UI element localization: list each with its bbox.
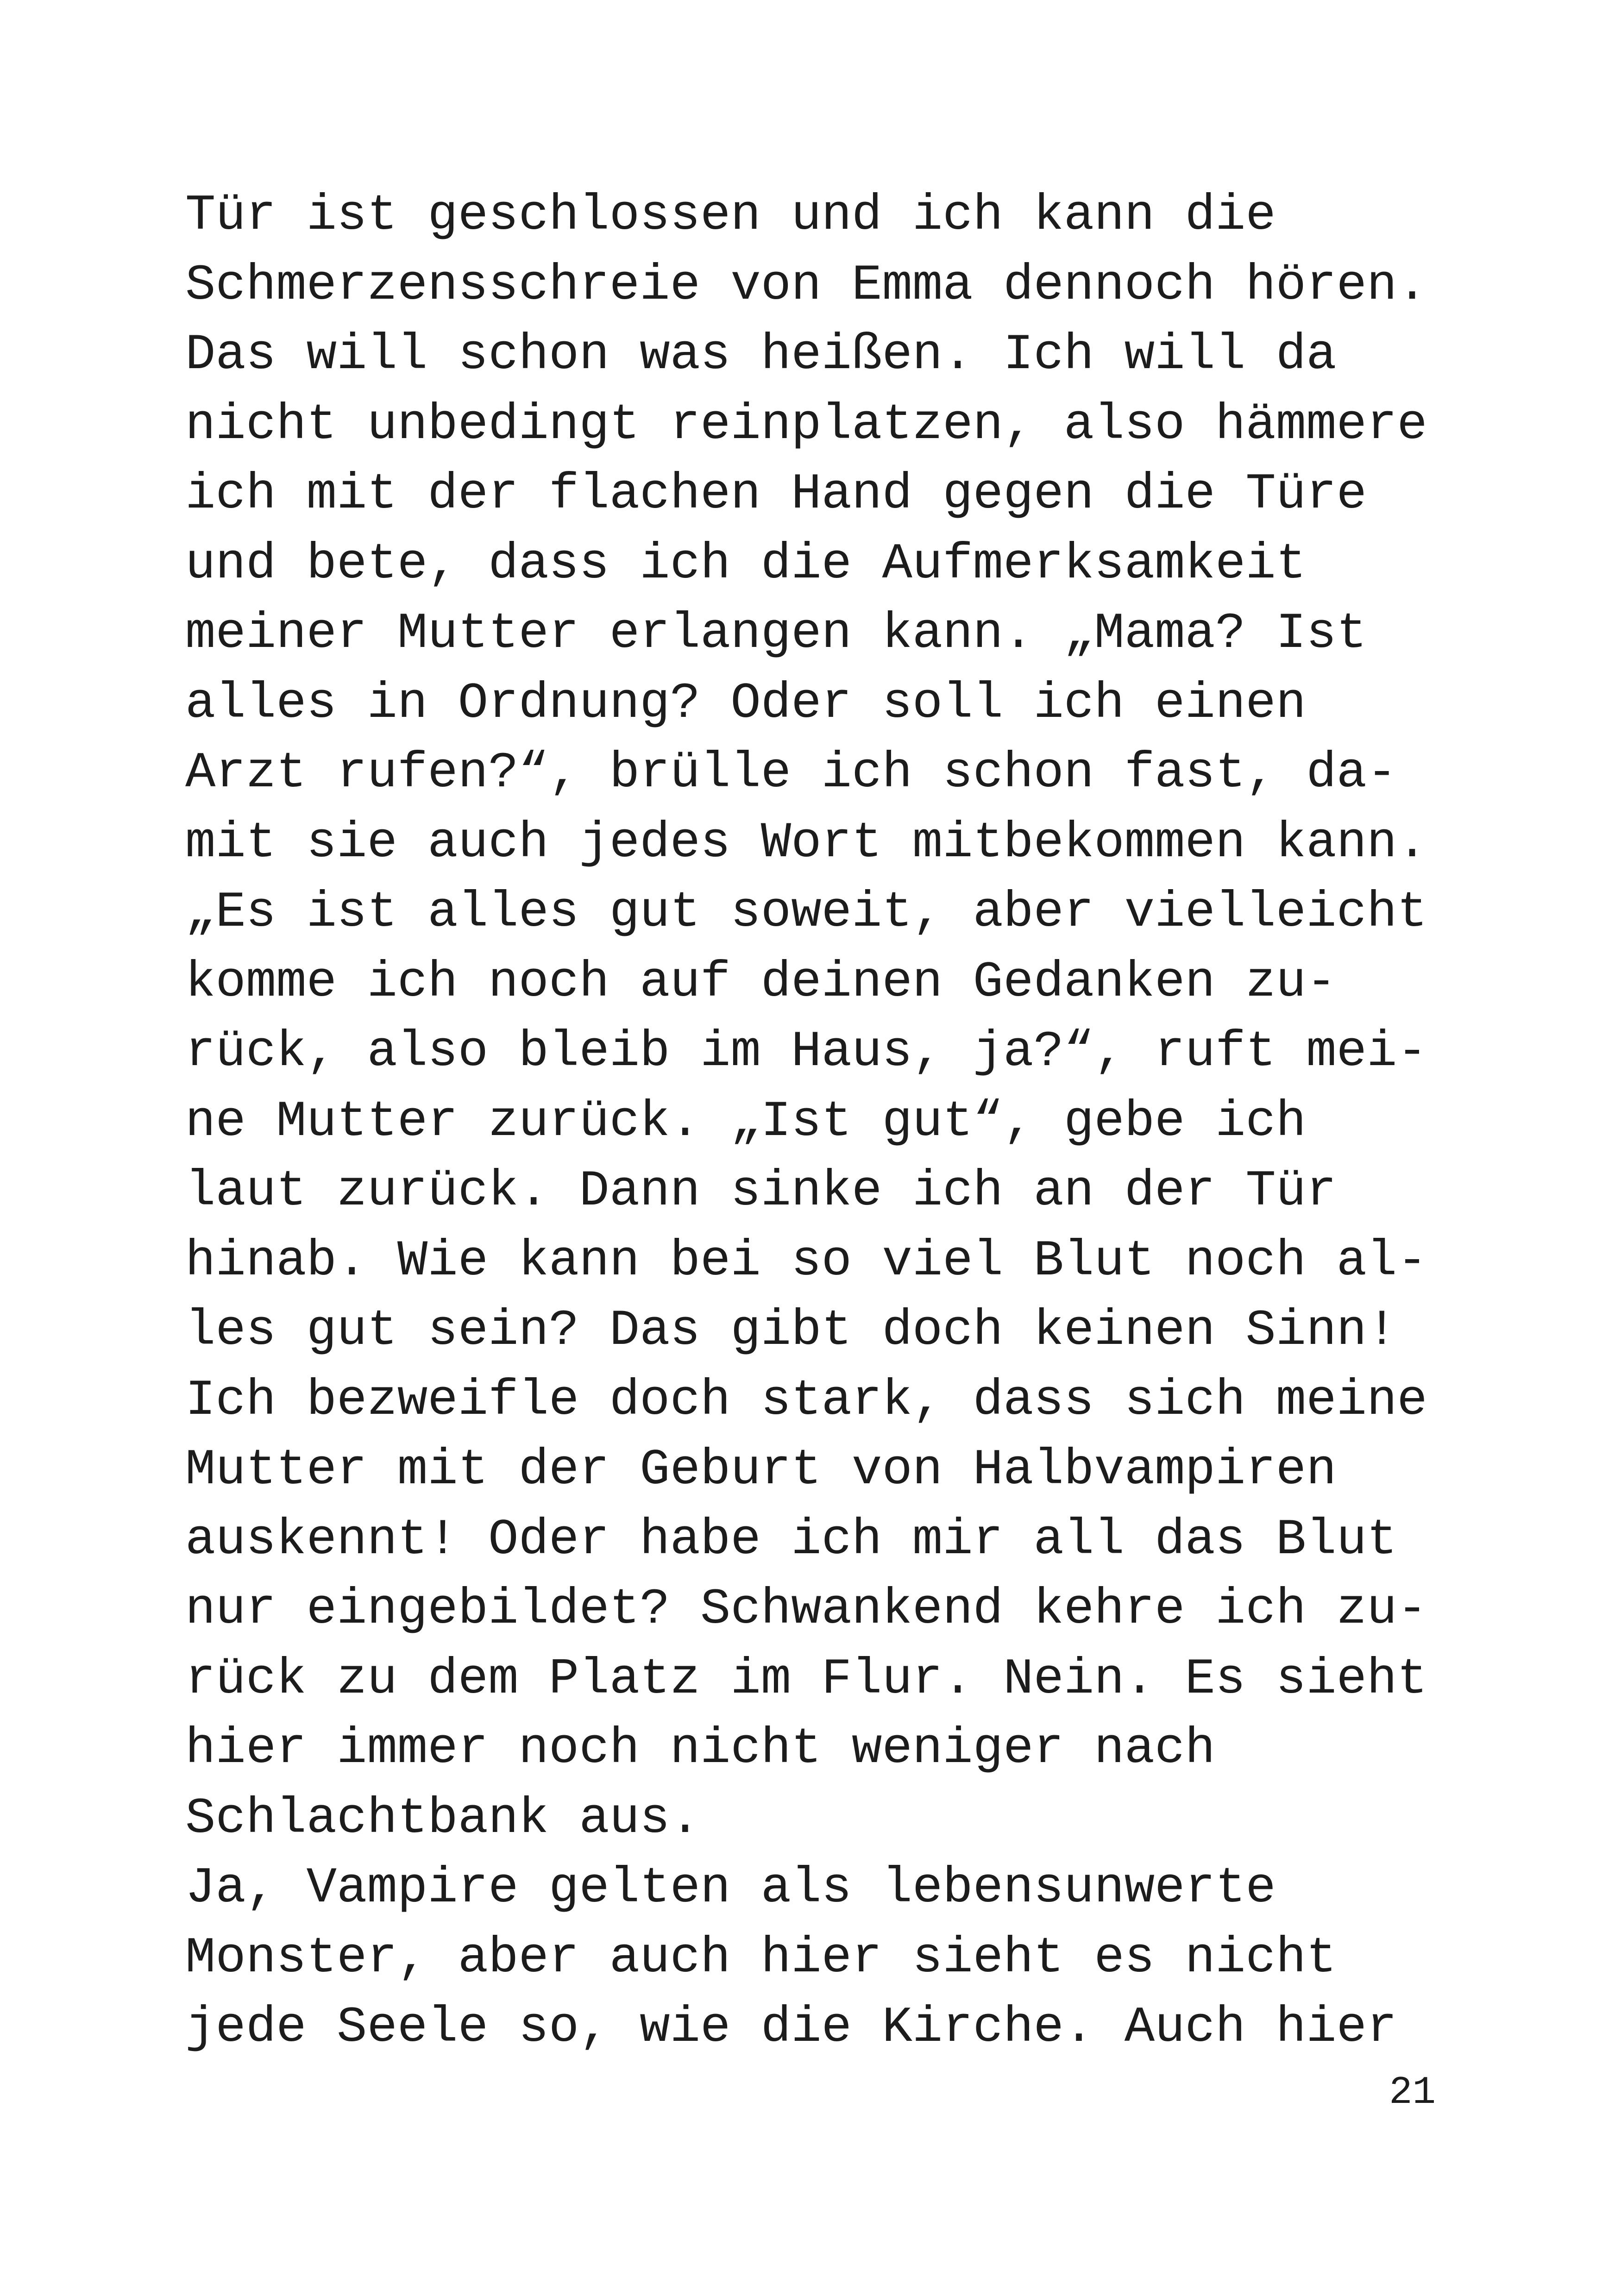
text-line: Tür ist geschlossen und ich kann die: [185, 187, 1276, 244]
text-line: Das will schon was heißen. Ich will da: [185, 326, 1337, 383]
text-line: ich mit der flachen Hand gegen die Türe: [185, 465, 1367, 523]
text-line: und bete, dass ich die Aufmerksamkeit: [185, 535, 1307, 593]
text-line: Mutter mit der Geburt von Halbvampiren: [185, 1441, 1337, 1499]
text-line: les gut sein? Das gibt doch keinen Sinn!: [185, 1302, 1397, 1359]
text-line: hier immer noch nicht weniger nach: [185, 1720, 1215, 1777]
text-line: Ja, Vampire gelten als lebensunwerte: [185, 1859, 1276, 1917]
text-line: „Es ist alles gut soweit, aber vielleicht: [185, 884, 1427, 941]
text-line: alles in Ordnung? Oder soll ich einen: [185, 674, 1307, 732]
text-line: hinab. Wie kann bei so viel Blut noch al-: [185, 1232, 1427, 1290]
text-line: Arzt rufen?“, brülle ich schon fast, da-: [185, 744, 1397, 802]
text-line: laut zurück. Dann sinke ich an der Tür: [185, 1162, 1337, 1220]
text-line: rück, also bleib im Haus, ja?“, ruft mei-: [185, 1023, 1427, 1080]
text-line: nur eingebildet? Schwankend kehre ich zu-: [185, 1581, 1427, 1638]
text-line: Schlachtbank aus.: [185, 1789, 700, 1847]
text-line: jede Seele so, wie die Kirche. Auch hier: [185, 1999, 1397, 2056]
text-line: rück zu dem Platz im Flur. Nein. Es sieht: [185, 1650, 1427, 1708]
page-number: 21: [1389, 2071, 1436, 2115]
text-line: Schmerzensschreie von Emma dennoch hören.: [185, 256, 1427, 314]
text-line: auskennt! Oder habe ich mir all das Blut: [185, 1511, 1397, 1568]
text-line: meiner Mutter erlangen kann. „Mama? Ist: [185, 605, 1367, 662]
text-line: Ich bezweifle doch stark, dass sich meine: [185, 1371, 1427, 1429]
text-line: ne Mutter zurück. „Ist gut“, gebe ich: [185, 1092, 1307, 1150]
text-line: komme ich noch auf deinen Gedanken zu-: [185, 953, 1337, 1011]
text-line: mit sie auch jedes Wort mitbekommen kann.: [185, 814, 1427, 872]
text-line: nicht unbedingt reinplatzen, also hämmere: [185, 395, 1427, 453]
text-line: Monster, aber auch hier sieht es nicht: [185, 1929, 1337, 1987]
body-text: [185, 181, 1459, 2063]
